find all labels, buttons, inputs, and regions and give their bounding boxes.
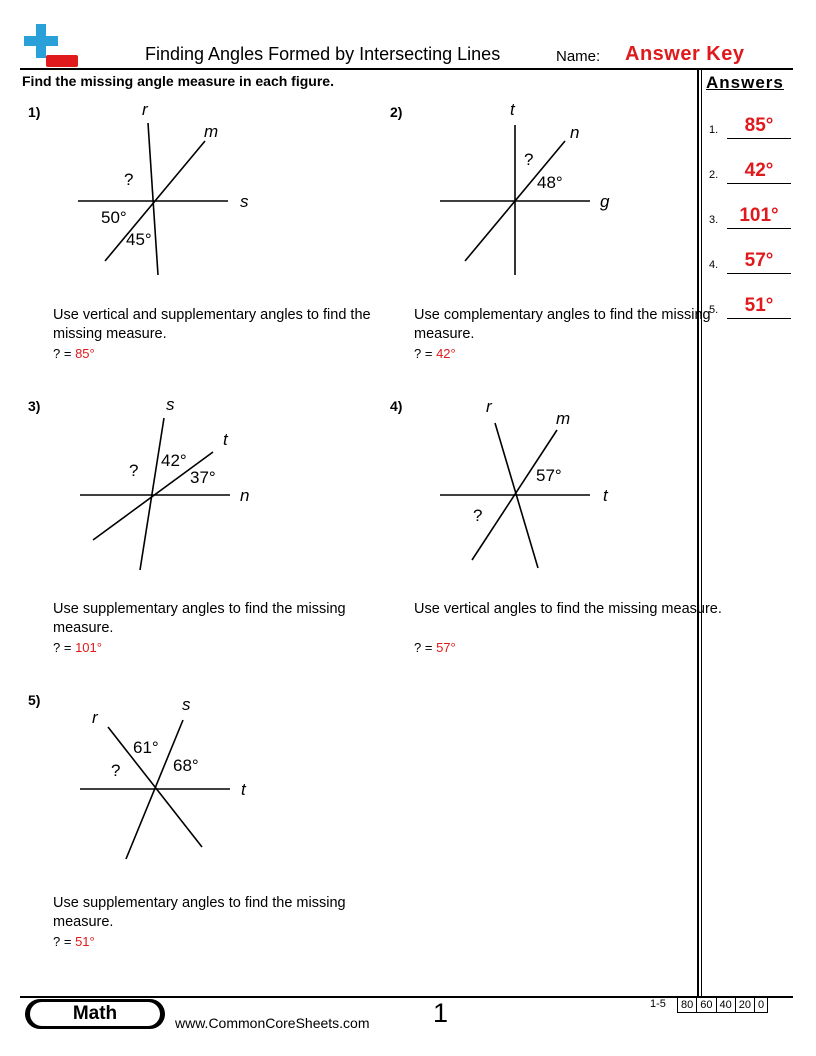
angle-label: ? [129, 461, 139, 480]
answers-column-divider-inner [701, 68, 702, 996]
problem-number: 4) [390, 398, 403, 414]
subject-badge: Math [30, 1002, 160, 1026]
answer-value: 42° [744, 160, 774, 181]
line-label: r [486, 397, 492, 416]
problem-hint: Use complementary angles to find the missing measure. [414, 307, 711, 342]
name-label: Name: [556, 48, 601, 65]
line-label: n [570, 123, 580, 142]
angle-label: 61° [133, 738, 159, 757]
line-label: m [556, 409, 571, 428]
problem-number: 3) [28, 398, 41, 414]
line-label: m [204, 122, 219, 141]
answer-prefix: ? = [414, 346, 433, 361]
problem-hint: Use supplementary angles to find the missing measure. [53, 895, 346, 930]
answer-line [727, 183, 791, 184]
answer-row [709, 160, 793, 184]
score-cell: 20 [735, 998, 754, 1013]
score-cell: 0 [755, 998, 768, 1013]
problem-3-figure [60, 390, 300, 580]
angle-label: ? [111, 761, 121, 780]
answer-line [727, 228, 791, 229]
site-url: www.CommonCoreSheets.com [175, 1015, 370, 1031]
problem-answer [414, 638, 456, 657]
problem-5-figure [60, 685, 300, 875]
answer-prefix: ? = [53, 934, 72, 949]
score-cell: 40 [716, 998, 735, 1013]
answers-column-divider [697, 68, 699, 996]
answer-prefix: ? = [414, 640, 433, 655]
problem-answer [53, 638, 102, 657]
score-cell: 60 [697, 998, 716, 1013]
answers-heading: Answers [706, 73, 784, 92]
answer-line [727, 273, 791, 274]
line-label: n [240, 486, 250, 505]
problem-hint: Use vertical and supplementary angles to find the missing measure. [53, 307, 371, 342]
page-number: 1 [433, 998, 449, 1028]
line-label: s [240, 192, 249, 211]
answer-prefix: ? = [53, 346, 72, 361]
answer-number: 4. [709, 259, 719, 271]
angle-label: ? [124, 170, 134, 189]
problem-number: 2) [390, 104, 403, 120]
answer-line [727, 138, 791, 139]
problem-number: 1) [28, 104, 41, 120]
answer-value: 85° [744, 115, 774, 136]
score-table [677, 997, 768, 1013]
angle-label: 45° [126, 230, 152, 249]
answer-value: 51° [75, 934, 95, 949]
problem-2-figure [420, 95, 660, 285]
line-label: s [182, 695, 191, 714]
line-label: s [166, 395, 175, 414]
problem-hint: Use supplementary angles to find the missing measure. [53, 601, 346, 636]
answer-value: 85° [75, 346, 95, 361]
line-label: t [603, 486, 608, 505]
angle-label: 42° [161, 451, 187, 470]
answer-row [709, 115, 793, 139]
line-label: r [142, 100, 148, 119]
answer-value: 57° [436, 640, 456, 655]
instructions: Find the missing angle measure in each figure. [22, 73, 334, 89]
line-label: t [223, 430, 228, 449]
answer-number: 3. [709, 214, 719, 226]
answer-key-label: Answer Key [625, 43, 745, 65]
angle-label: 68° [173, 756, 199, 775]
problem-answer [53, 344, 95, 363]
problem-answer [414, 344, 456, 363]
angle-label: 48° [537, 173, 563, 192]
line-label: t [510, 100, 515, 119]
angle-label: 37° [190, 468, 216, 487]
answer-number: 2. [709, 169, 719, 181]
answer-value: 51° [744, 295, 774, 316]
score-range: 1-5 [650, 998, 666, 1010]
score-cell: 80 [678, 998, 697, 1013]
answer-value: 42° [436, 346, 456, 361]
header-divider [20, 68, 793, 70]
line-label: t [241, 780, 246, 799]
answer-number: 5. [709, 304, 719, 316]
answer-value: 57° [744, 250, 774, 271]
answer-row [709, 250, 793, 274]
angle-label: 50° [101, 208, 127, 227]
angle-label: ? [524, 150, 534, 169]
problem-1-figure [60, 95, 300, 285]
angle-label: 57° [536, 466, 562, 485]
answer-prefix: ? = [53, 640, 72, 655]
problem-number: 5) [28, 692, 41, 708]
page-title: Finding Angles Formed by Intersecting Lines [145, 44, 501, 64]
answer-number: 1. [709, 124, 719, 136]
answer-value: 101° [739, 205, 779, 226]
line-label: r [92, 708, 98, 727]
problem-4-figure [420, 390, 660, 580]
answer-value: 101° [75, 640, 102, 655]
problem-hint: Use vertical angles to find the missing measure. [414, 601, 722, 617]
problem-answer [53, 932, 95, 951]
angle-label: ? [473, 506, 483, 525]
answer-row [709, 205, 793, 229]
line-label: g [600, 192, 610, 211]
logo-icon [22, 24, 78, 68]
